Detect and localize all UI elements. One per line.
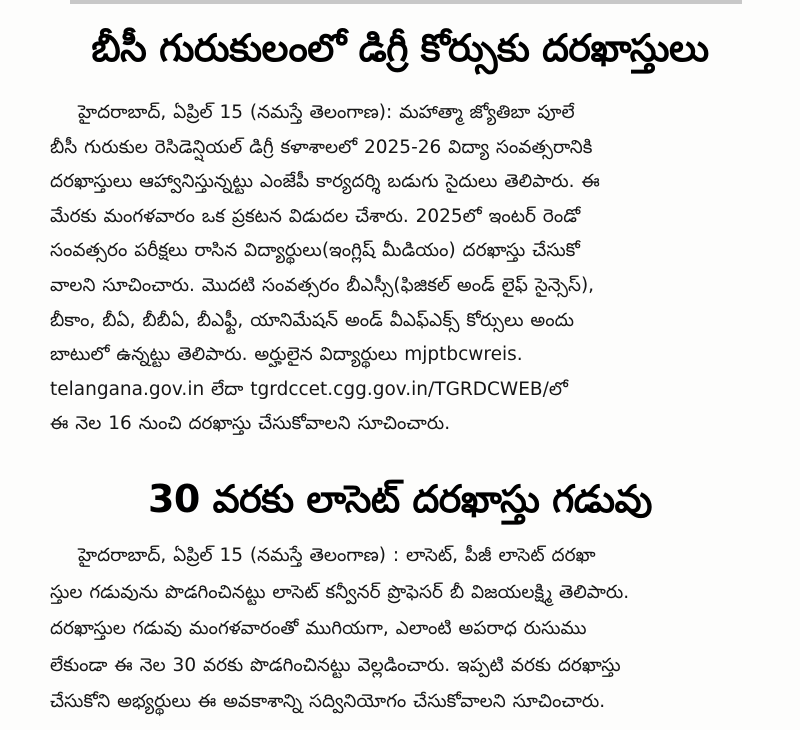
article-line: మేరకు మంగళవారం ఒక ప్రకటన విడుదల చేశారు. 2025లో ఇంటర్ రెండో [50, 205, 581, 227]
article-body-bc-gurukul [50, 96, 750, 442]
article-line: లేకుండా ఈ నెల 30 వరకు పొడగించినట్టు వెల్లడించారు. ఇప్పటి వరకు దరఖాస్తు [50, 654, 621, 676]
article-line: సంవత్సరం పరీక్షలు రాసిన విద్యార్థులు(ఇంగ్లిష్ మీడియం) దరఖాస్తు చేసుకో [50, 240, 580, 262]
article-line: ఈ నెల 16 నుంచి దరఖాస్తు చేసుకోవాలని సూచించారు. [50, 413, 451, 435]
article-body-lawcet [50, 538, 750, 721]
article-line: telangana.gov.in లేదా tgrdccet.cgg.gov.in/TGRDCWEB/లో [50, 378, 568, 400]
article-line: చేసుకోని అభ్యర్థులు ఈ అవకాశాన్ని సద్వినియోగం చేసుకోవాలని సూచించారు. [50, 691, 606, 713]
article-line: హైదరాబాద్, ఏప్రిల్ 15 (నమస్తే తెలంగాణ) : లాసెట్, పీజీ లాసెట్ దరఖా [78, 545, 596, 566]
headline-bc-gurukul-degree: బీసీ గురుకులంలో డిగ్రీ కోర్సుకు దరఖాస్తులు [91, 26, 709, 70]
article-line: హైదరాబాద్, ఏప్రిల్ 15 (నమస్తే తెలంగాణ): మహాత్మా జ్యోతిబా పూలే [78, 102, 575, 123]
article-line: దరఖాస్తులు ఆహ్వానిస్తున్నట్టు ఎంజేపీ కార్యదర్శి బడుగు సైదులు తెలిపారు. ఈ [50, 171, 600, 193]
article-line: వాలని సూచించారు. మొదటి సంవత్సరం బీఎస్సీ(ఫిజికల్ అండ్ లైఫ్ సైన్సెస్), [50, 274, 595, 296]
article-line: బీకాం, బీఏ, బీబీఏ, బీఎఫ్టీ, యానిమేషన్ అండ్ వీఎఫ్ఎక్స్ కోర్సులు అందు [50, 309, 575, 331]
article-line: బాటులో ఉన్నట్టు తెలిపారు. అర్హులైన విద్యార్థులు mjptbcwreis. [50, 344, 523, 366]
top-divider [70, 0, 742, 4]
article-line: స్తుల గడువును పొడగించినట్టు లాసెట్ కన్వీనర్ ప్రొఫెసర్ బీ విజయలక్ష్మి తెలిపారు. [50, 581, 630, 603]
article-line: బీసీ గురుకుల రెసిడెన్షియల్ డిగ్రీ కళాశాలలో 2025-26 విద్యా సంవత్సరానికి [50, 136, 593, 158]
headline-lawcet-deadline: 30 వరకు లాసెట్ దరఖాస్తు గడువు [147, 477, 652, 521]
article-line: దరఖాస్తుల గడువు మంగళవారంతో ముగియగా, ఎలాంటి అపరాధ రుసుము [50, 618, 587, 640]
